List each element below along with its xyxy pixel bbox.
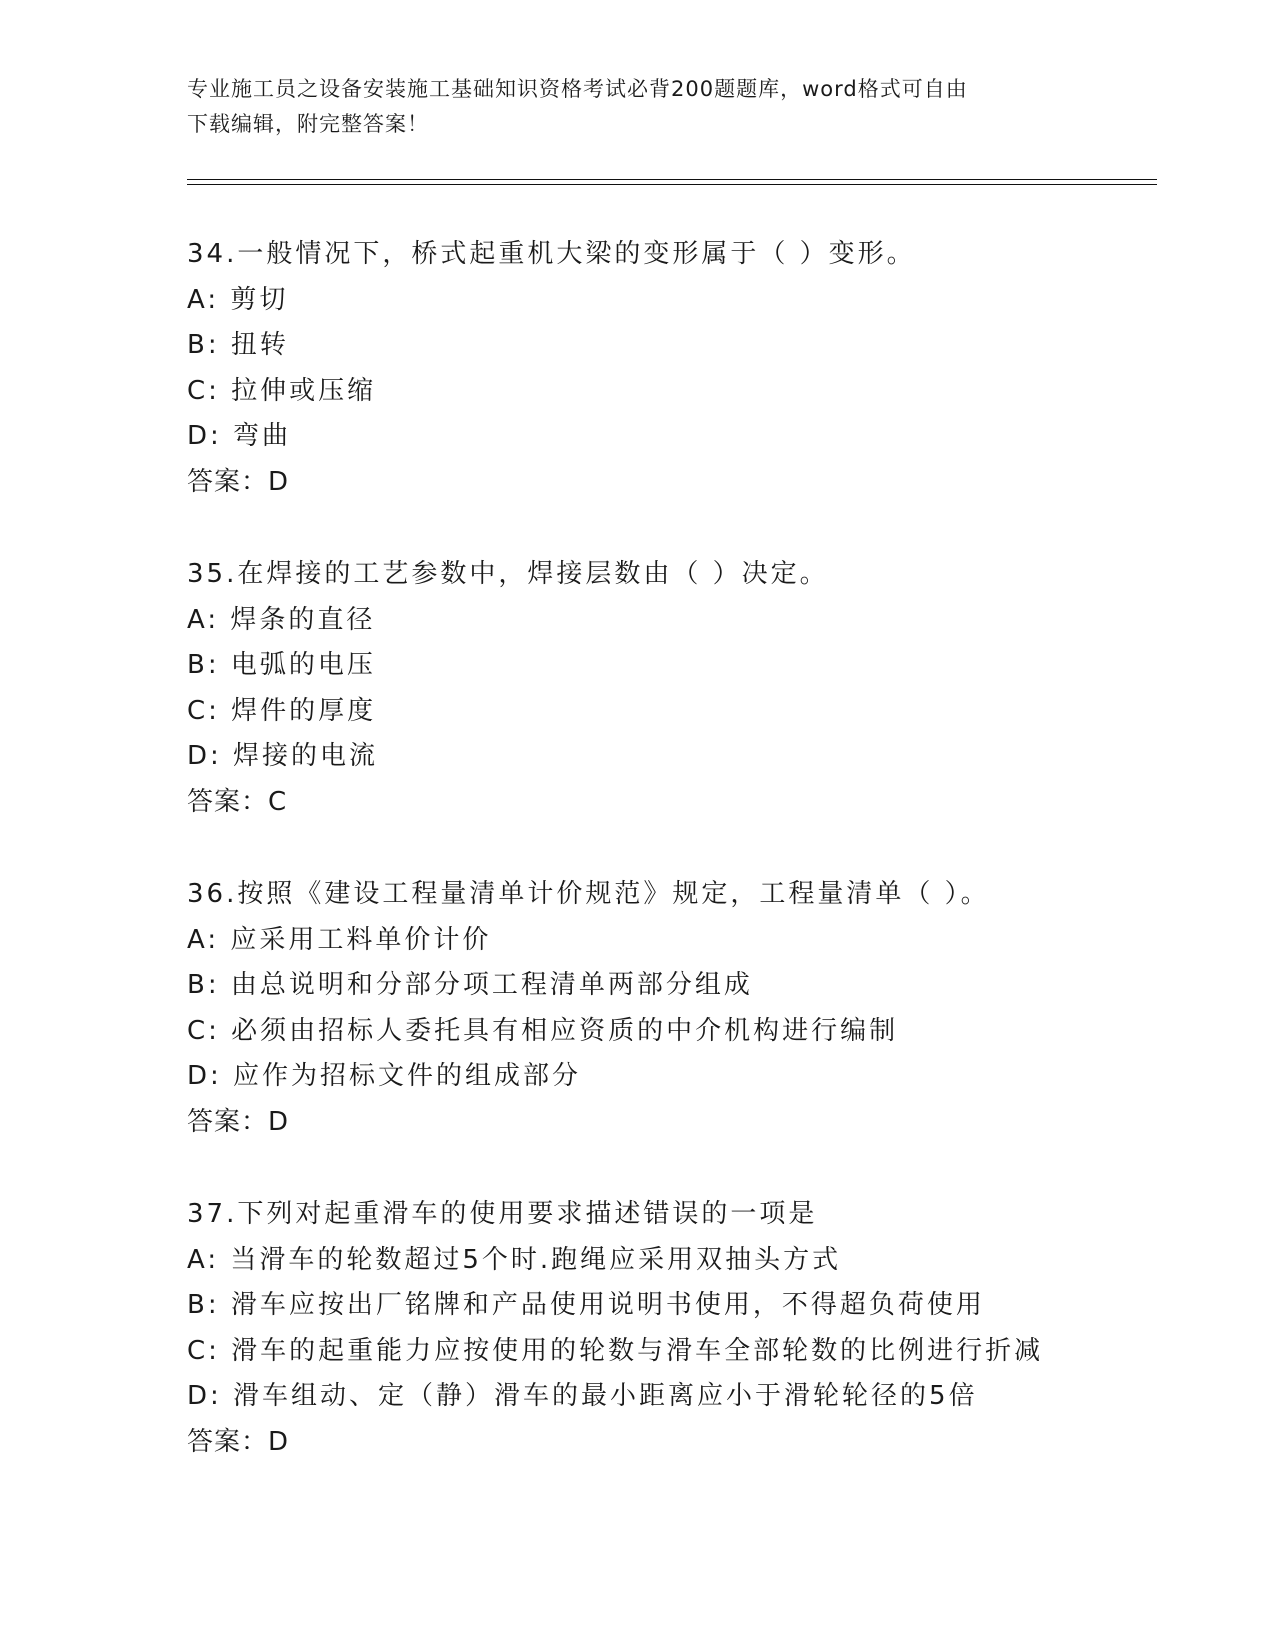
option-c: C: 焊件的厚度	[187, 695, 377, 726]
answer-text: 答案：D	[187, 1426, 290, 1457]
header-divider-top	[187, 179, 1157, 180]
header-line-1: 专业施工员之设备安装施工基础知识资格考试必背200题题库，word格式可自由	[187, 77, 968, 101]
option-b: B: 滑车应按出厂铭牌和产品使用说明书使用，不得超负荷使用	[187, 1290, 985, 1320]
option-a: A: 焊条的直径	[187, 604, 376, 635]
option-b: B: 电弧的电压	[187, 650, 376, 680]
answer-text: 答案：C	[187, 786, 288, 817]
option-d: D: 弯曲	[187, 421, 292, 451]
option-b: B: 扭转	[187, 330, 289, 360]
header-divider-bottom	[187, 184, 1157, 185]
question-block	[187, 552, 1187, 825]
question-block	[187, 1192, 1187, 1465]
option-c: C: 拉伸或压缩	[187, 375, 377, 406]
option-a: A: 当滑车的轮数超过5个时.跑绳应采用双抽头方式	[187, 1244, 842, 1275]
option-c: C: 滑车的起重能力应按使用的轮数与滑车全部轮数的比例进行折减	[187, 1335, 1044, 1366]
option-d: D: 滑车组动、定（静）滑车的最小距离应小于滑轮轮径的5倍	[187, 1381, 978, 1411]
option-a: A: 剪切	[187, 284, 289, 315]
question-block	[187, 872, 1187, 1145]
answer-text: 答案：D	[187, 466, 290, 497]
question-stem: 37.下列对起重滑车的使用要求描述错误的一项是	[187, 1199, 818, 1229]
question-stem: 35.在焊接的工艺参数中，焊接层数由（ ）决定。	[187, 559, 829, 589]
question-block	[187, 232, 1187, 505]
option-d: D: 应作为招标文件的组成部分	[187, 1061, 582, 1091]
question-stem: 36.按照《建设工程量清单计价规范》规定，工程量清单（ ）。	[187, 879, 990, 909]
option-b: B: 由总说明和分部分项工程清单两部分组成	[187, 970, 753, 1000]
option-a: A: 应采用工料单价计价	[187, 924, 492, 955]
option-d: D: 焊接的电流	[187, 741, 379, 771]
header-line-2: 下载编辑，附完整答案！	[187, 112, 429, 136]
option-c: C: 必须由招标人委托具有相应资质的中介机构进行编制	[187, 1015, 899, 1046]
answer-text: 答案：D	[187, 1106, 290, 1137]
question-stem: 34.一般情况下，桥式起重机大梁的变形属于（ ）变形。	[187, 239, 916, 269]
document-header	[187, 72, 1087, 142]
